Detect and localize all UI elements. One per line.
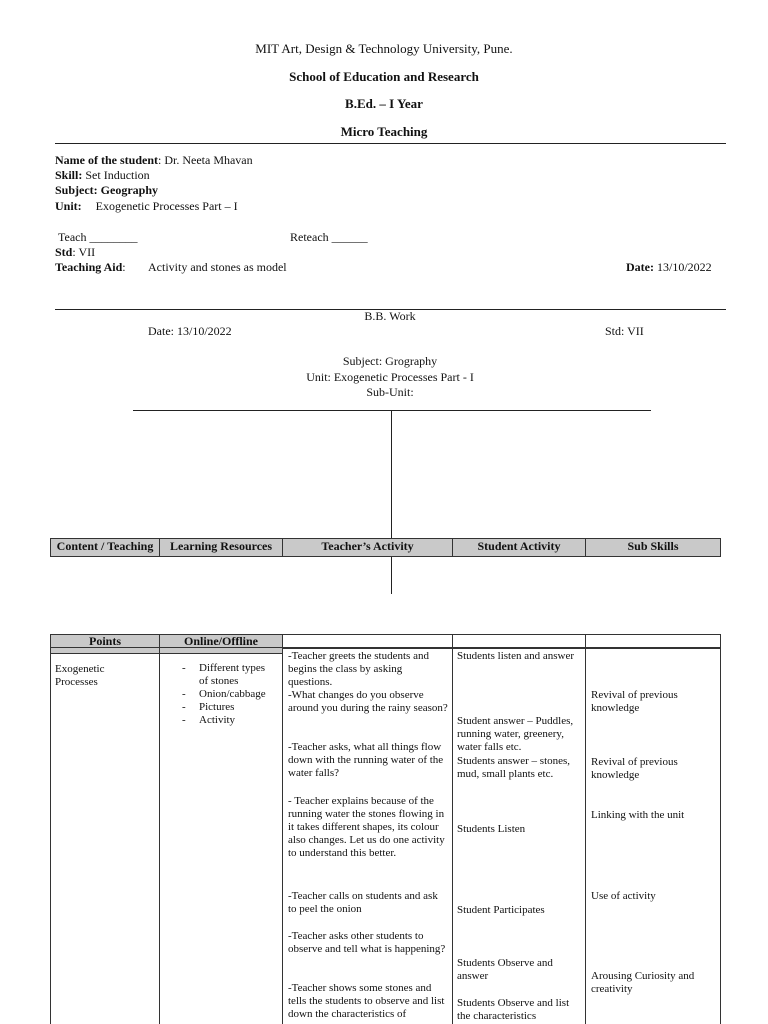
col-points: Points [50, 634, 160, 648]
skill-row [55, 168, 150, 183]
student-activity-4: Students Listen [457, 823, 526, 835]
document-title: Micro Teaching [340, 124, 428, 139]
student-name-row [55, 153, 253, 168]
student-activity-2: Student answer – Puddles, running water, greenery, water falls etc. [457, 715, 574, 753]
table-line-4 [585, 634, 586, 1024]
bb-subject: Subject: Grography [342, 354, 438, 368]
date-value: 13/10/2022 [653, 260, 712, 274]
board-top-line [133, 410, 651, 411]
student-name-label: Name of the student [55, 153, 158, 167]
unit-label: Unit: [55, 199, 82, 213]
unit-row [55, 199, 238, 214]
unit-value: Exogenetic Processes Part – I [95, 199, 238, 213]
sub-skill-1: Revival of previous knowledge [591, 689, 678, 714]
teacher-activity-5: -Teacher calls on students and ask to peel the onion [288, 890, 438, 915]
teacher-activity-2: -What changes do you observe around you during the rainy season? [288, 689, 448, 714]
date-label: Date: [626, 260, 654, 274]
point-line-1: Exogenetic [55, 663, 105, 675]
university-name: MIT Art, Design & Technology University, Pune. [255, 41, 513, 56]
col-online-offline: Online/Offline [159, 634, 283, 648]
student-activity-7: Students Observe and list the characteristics [457, 997, 570, 1022]
header-rule [283, 648, 721, 649]
board-center-line [391, 410, 392, 594]
teaching-aid-row [55, 260, 126, 275]
teach-field: Teach ________ [58, 230, 138, 244]
teaching-aid-label: Teaching Aid [55, 260, 123, 274]
teacher-activity-1: -Teacher greets the students and begins the class by asking questions. [288, 650, 429, 688]
bb-date: Date: 13/10/2022 [148, 324, 232, 338]
teaching-aid-value: Activity and stones as model [148, 260, 287, 274]
col-blank-header [282, 634, 721, 648]
bb-unit: Unit: Exogenetic Processes Part - I [306, 370, 474, 384]
resource-item: - Different types of stones [182, 662, 274, 688]
student-name-value: : Dr. Neeta Mhavan [158, 153, 253, 167]
subject-row [55, 183, 158, 198]
col-content-teaching: Content / Teaching [50, 538, 160, 557]
col-teachers-activity: Teacher’s Activity [282, 538, 453, 557]
sub-skill-4: Use of activity [591, 890, 656, 902]
col-learning-resources: Learning Resources [159, 538, 283, 557]
std-label: Std [55, 245, 73, 259]
resource-item: - Pictures [182, 701, 274, 714]
std-value: : VII [72, 245, 96, 259]
skill-value: Set Induction [82, 168, 150, 182]
resource-item: - Onion/cabbage [182, 688, 274, 701]
col-sub-skills: Sub Skills [585, 538, 721, 557]
bb-std: Std: VII [605, 324, 644, 338]
year-label: B.Ed. – I Year [345, 96, 423, 111]
teacher-activity-7: -Teacher shows some stones and tells the students to observe and list down the characteristics of [288, 982, 445, 1020]
reteach-field: Reteach ______ [290, 230, 368, 244]
school-name: School of Education and Research [289, 69, 479, 84]
bb-subunit: Sub-Unit: [366, 385, 414, 399]
skill-label: Skill: [55, 168, 83, 182]
student-activity-6: Students Observe and answer [457, 957, 553, 982]
resource-item: - Activity [182, 714, 274, 727]
teacher-activity-6: -Teacher asks other students to observe and tell what is happening? [288, 930, 446, 955]
table-line-1 [159, 634, 160, 1024]
teacher-activity-4: - Teacher explains because of the running water the stones flowing in it takes different shapes, its colour also changes. Let us do one activity to understand this better. [288, 795, 445, 859]
sub-skill-5: Arousing Curiosity and creativity [591, 970, 695, 995]
sub-skill-2: Revival of previous knowledge [591, 756, 678, 781]
table-line-2 [282, 634, 283, 1024]
teacher-activity-3: -Teacher asks, what all things flow down with the running water of the water falls? [288, 741, 444, 779]
bb-title: B.B. Work [364, 309, 416, 323]
teaching-aid-colon: : [122, 260, 126, 274]
header-shade-band [50, 648, 283, 654]
student-activity-3: Students answer – stones, mud, small plants etc. [457, 755, 571, 780]
sub-skill-3: Linking with the unit [591, 809, 685, 821]
point-line-2: Processes [55, 676, 98, 688]
lesson-plan-table [50, 634, 721, 1024]
student-activity-5: Student Participates [457, 904, 545, 916]
table-line-0 [50, 634, 51, 1024]
std-row [55, 245, 95, 260]
lesson-table-header [50, 538, 721, 558]
resource-list [182, 662, 274, 727]
title-divider [55, 143, 726, 144]
col-student-activity: Student Activity [452, 538, 586, 557]
table-line-5 [720, 634, 721, 1024]
subject-label: Subject: Geography [55, 183, 158, 197]
student-activity-1: Students listen and answer [457, 650, 575, 662]
date-row [626, 260, 712, 275]
table-line-3 [452, 634, 453, 1024]
